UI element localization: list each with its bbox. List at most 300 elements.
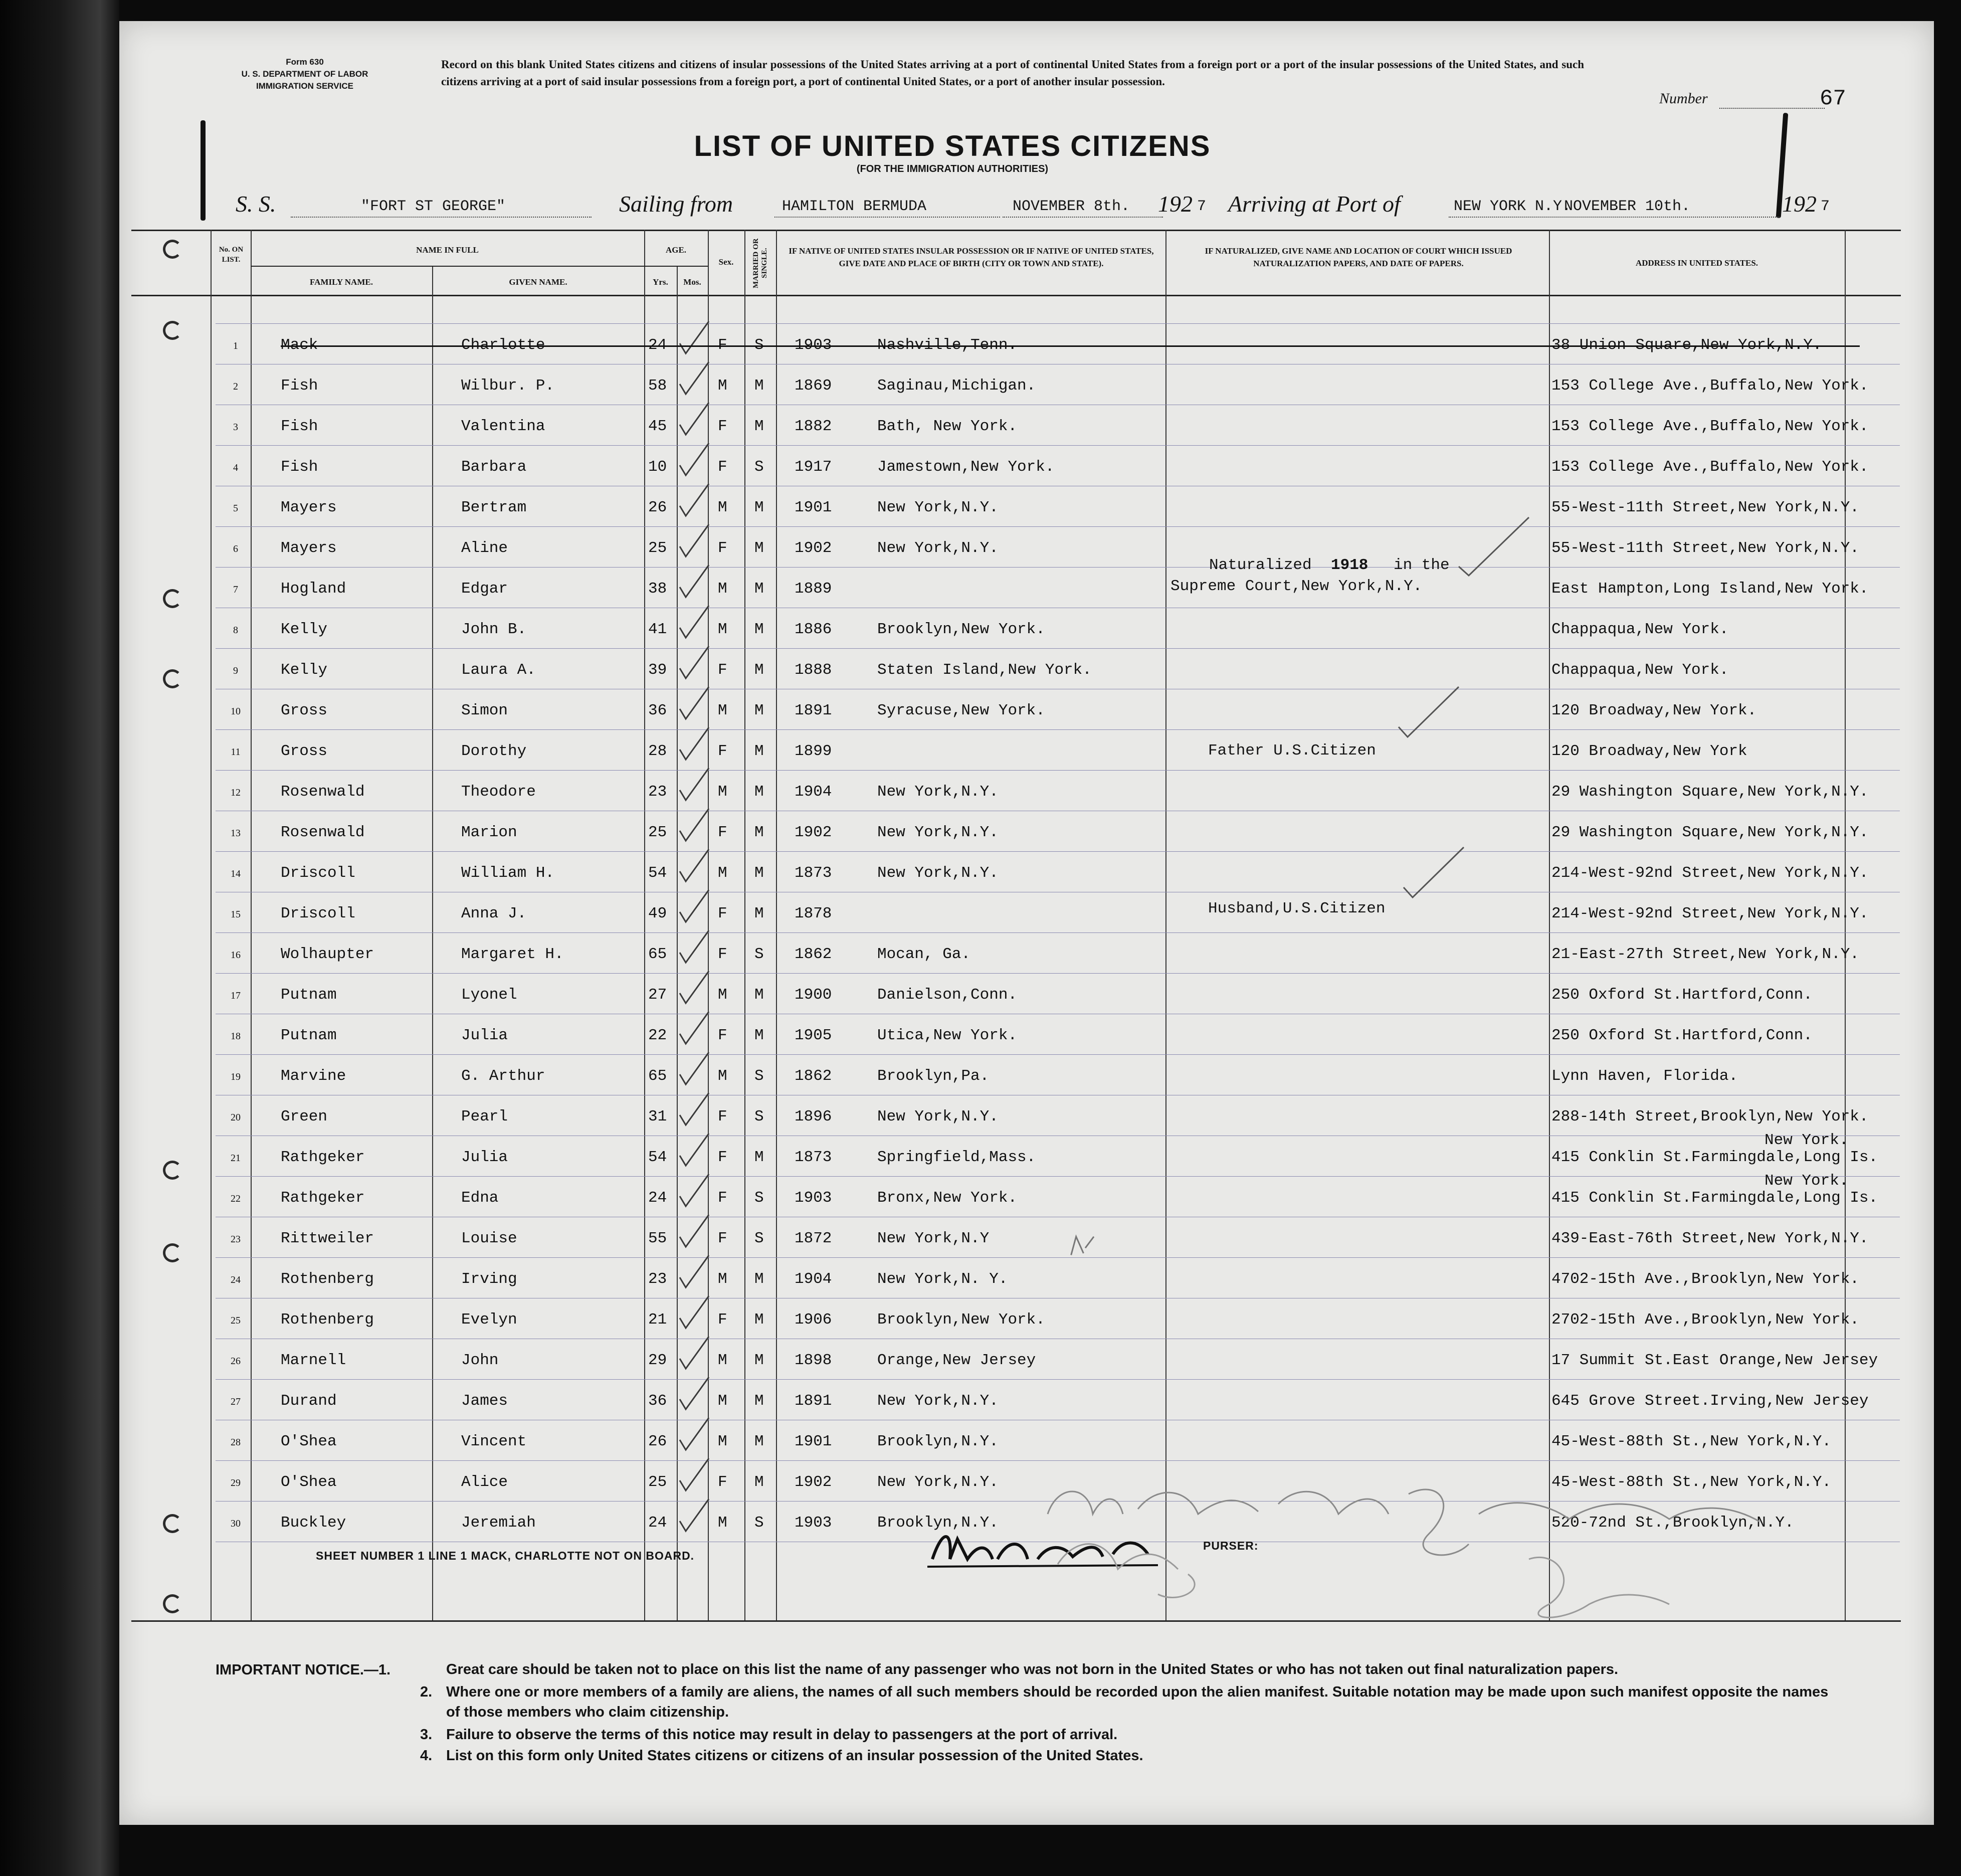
- cell-given: Julia: [461, 1149, 508, 1166]
- cell-ms: S: [754, 336, 764, 354]
- cell-place: New York,N.Y.: [877, 1392, 999, 1410]
- cell-age: 27: [648, 986, 667, 1004]
- header-yrs: Yrs.: [653, 277, 668, 287]
- cell-year: 1905: [795, 1027, 832, 1044]
- cell-given: Margaret H.: [461, 946, 564, 963]
- ruled-line: [216, 851, 1900, 852]
- cell-family: Mayers: [281, 539, 337, 557]
- pencil-check-mark: [677, 1252, 712, 1291]
- cell-sex: M: [718, 702, 727, 719]
- ruled-line: [216, 1054, 1900, 1055]
- cell-no: 22: [231, 1193, 241, 1204]
- cell-age: 54: [648, 864, 667, 882]
- col-divider-age: [644, 230, 645, 1620]
- cell-given: Edgar: [461, 580, 508, 598]
- cell-address: 55-West-11th Street,New York,N.Y.: [1551, 539, 1859, 557]
- cell-address: 153 College Ave.,Buffalo,New York.: [1551, 458, 1869, 476]
- cell-no: 14: [231, 868, 241, 879]
- cell-year: 1862: [795, 946, 832, 963]
- cell-given: John: [461, 1352, 499, 1369]
- pencil-check-mark: [677, 400, 712, 439]
- cell-year: 1869: [795, 377, 832, 395]
- cell-age: 25: [648, 539, 667, 557]
- cell-place: New York,N.Y: [877, 1230, 990, 1247]
- cell-ms: M: [754, 1027, 764, 1044]
- cell-no: 13: [231, 828, 241, 839]
- list-number: 67: [1820, 86, 1846, 111]
- cell-year: 1906: [795, 1311, 832, 1329]
- cell-age: 58: [648, 377, 667, 395]
- cell-place: New York,N.Y.: [877, 1108, 999, 1125]
- cell-address: Lynn Haven, Florida.: [1551, 1067, 1738, 1085]
- cell-sex: F: [718, 418, 727, 435]
- cell-no: 26: [231, 1356, 241, 1367]
- cell-place: Brooklyn,N.Y.: [877, 1433, 999, 1450]
- cell-ms: M: [754, 824, 764, 841]
- department-name: U. S. DEPARTMENT OF LABOR: [241, 69, 368, 79]
- cell-age: 31: [648, 1108, 667, 1125]
- ruled-line: [216, 567, 1900, 568]
- cell-ms: M: [754, 864, 764, 882]
- cell-family: Fish: [281, 377, 318, 395]
- cell-sex: M: [718, 580, 727, 598]
- cell-address: 439-East-76th Street,New York,N.Y.: [1551, 1230, 1869, 1247]
- cell-sex: F: [718, 1311, 727, 1329]
- cell-sex: M: [718, 1433, 727, 1450]
- notice-item-3: Failure to observe the terms of this notice may result in delay to passengers at the port of arrival.: [446, 1727, 1118, 1743]
- cell-place: New York,N.Y.: [877, 539, 999, 557]
- cell-given: Wilbur. P.: [461, 377, 555, 395]
- header-address: ADDRESS IN UNITED STATES.: [1635, 258, 1758, 268]
- cell-year: 1891: [795, 1392, 832, 1410]
- cell-no: 29: [231, 1477, 241, 1488]
- cell-year: 1903: [795, 336, 832, 354]
- arrival-year-digit: 7: [1821, 198, 1830, 215]
- cell-no: 25: [231, 1315, 241, 1326]
- pencil-check-mark: [677, 1374, 712, 1413]
- cell-no: 7: [233, 584, 238, 595]
- cell-ms: M: [754, 377, 764, 395]
- cell-year: 1898: [795, 1352, 832, 1369]
- cell-place: Nashville,Tenn.: [877, 336, 1018, 354]
- cell-no: 16: [231, 950, 241, 961]
- cell-given: Valentina: [461, 418, 545, 435]
- pencil-check-mark: [677, 765, 712, 804]
- cell-address: 645 Grove Street.Irving,New Jersey: [1551, 1392, 1869, 1410]
- pencil-check-mark: [677, 887, 712, 926]
- ruled-line: [216, 932, 1900, 933]
- cell-given: John B.: [461, 621, 527, 638]
- col-divider-naturalized: [1549, 230, 1550, 1620]
- cell-family: O'Shea: [281, 1433, 337, 1450]
- cell-given: James: [461, 1392, 508, 1410]
- pencil-check-mark: [677, 1496, 712, 1535]
- page-title: LIST OF UNITED STATES CITIZENS: [694, 130, 1211, 162]
- header-no: No. ON LIST.: [219, 246, 244, 264]
- cell-family: Rittweiler: [281, 1230, 374, 1247]
- cell-family: O'Shea: [281, 1473, 337, 1491]
- notice-title: IMPORTANT NOTICE.—1.: [216, 1662, 391, 1678]
- cell-sex: M: [718, 377, 727, 395]
- ruled-line: [216, 729, 1900, 730]
- number-dotted-line: [1719, 108, 1825, 109]
- cell-no: 1: [233, 340, 238, 351]
- cell-sex: F: [718, 1108, 727, 1125]
- pencil-check-mark: [677, 968, 712, 1007]
- arriving-label: Arriving at Port of: [1228, 191, 1401, 217]
- cell-family: Gross: [281, 742, 328, 760]
- cell-address: 214-West-92nd Street,New York,N.Y.: [1551, 905, 1869, 922]
- cell-given: Evelyn: [461, 1311, 517, 1329]
- cell-address: 17 Summit St.East Orange,New Jersey: [1551, 1352, 1878, 1369]
- cell-age: 65: [648, 1067, 667, 1085]
- cell-family: Driscoll: [281, 905, 355, 922]
- cell-family: Hogland: [281, 580, 346, 598]
- cell-place: Springfield,Mass.: [877, 1149, 1036, 1166]
- binder-hole: [163, 1594, 182, 1613]
- header-given-name: GIVEN NAME.: [509, 277, 567, 287]
- ruled-line: [216, 1379, 1900, 1380]
- name-group-divider: [251, 266, 644, 267]
- cell-place: New York,N.Y.: [877, 864, 999, 882]
- cell-no: 2: [233, 381, 238, 392]
- cell-sex: F: [718, 824, 727, 841]
- cell-address: 45-West-88th St.,New York,N.Y.: [1551, 1473, 1832, 1491]
- cell-family: Marnell: [281, 1352, 346, 1369]
- table-top-border: [131, 230, 1901, 231]
- sail-year-digit: 7: [1197, 198, 1207, 215]
- cell-address: 29 Washington Square,New York,N.Y.: [1551, 824, 1869, 841]
- pencil-check-mark: [677, 846, 712, 885]
- pencil-check-mark: [677, 603, 712, 642]
- cell-year: 1873: [795, 864, 832, 882]
- cell-no: 6: [233, 543, 238, 554]
- sheet-note: SHEET NUMBER 1 LINE 1 MACK, CHARLOTTE NOT ON BOARD.: [316, 1549, 695, 1562]
- cell-family: Buckley: [281, 1514, 346, 1532]
- cell-given: Irving: [461, 1270, 517, 1288]
- cell-sex: F: [718, 1027, 727, 1044]
- binder-hole: [163, 1161, 182, 1180]
- cell-sex: M: [718, 1067, 727, 1085]
- cell-given: Vincent: [461, 1433, 527, 1450]
- cell-address: 21-East-27th Street,New York,N.Y.: [1551, 946, 1859, 963]
- cell-no: 15: [231, 909, 241, 920]
- cell-no: 19: [231, 1071, 241, 1082]
- cell-place: New York,N.Y.: [877, 1473, 999, 1491]
- cell-sex: F: [718, 946, 727, 963]
- arrival-date: NOVEMBER 10th.: [1564, 198, 1691, 215]
- naturalized-year: 1918: [1331, 556, 1368, 574]
- cell-age: 65: [648, 946, 667, 963]
- cell-age: 22: [648, 1027, 667, 1044]
- cell-year: 1904: [795, 783, 832, 801]
- pencil-check-mark: [677, 562, 712, 601]
- ruled-line: [216, 1257, 1900, 1258]
- form-number: Form 630: [286, 57, 324, 67]
- cell-address: 4702-15th Ave.,Brooklyn,New York.: [1551, 1270, 1859, 1288]
- cell-family: Rathgeker: [281, 1189, 365, 1207]
- cell-given: G. Arthur: [461, 1067, 545, 1085]
- cell-sex: M: [718, 783, 727, 801]
- cell-address: 250 Oxford St.Hartford,Conn.: [1551, 986, 1813, 1004]
- cell-age: 26: [648, 499, 667, 516]
- cell-sex: F: [718, 905, 727, 922]
- cell-given: William H.: [461, 864, 555, 882]
- cell-sex: M: [718, 1392, 727, 1410]
- binder-hole: [163, 589, 182, 608]
- cell-family: Kelly: [281, 661, 328, 679]
- cell-age: 25: [648, 824, 667, 841]
- gross-citizenship-note: Father U.S.Citizen: [1208, 742, 1376, 760]
- cell-family: Fish: [281, 458, 318, 476]
- cell-year: 1917: [795, 458, 832, 476]
- col-divider-no: [211, 230, 212, 1620]
- cell-address: 29 Washington Square,New York,N.Y.: [1551, 783, 1869, 801]
- pencil-check-mark: [677, 440, 712, 479]
- cell-age: 26: [648, 1433, 667, 1450]
- cell-place: Utica,New York.: [877, 1027, 1018, 1044]
- cell-family: Putnam: [281, 986, 337, 1004]
- cell-no: 8: [233, 625, 238, 636]
- ss-label: S. S.: [236, 191, 276, 217]
- cell-sex: M: [718, 621, 727, 638]
- cell-ms: M: [754, 1311, 764, 1329]
- cell-year: 1878: [795, 905, 832, 922]
- ruled-line: [216, 1460, 1900, 1461]
- cell-family: Fish: [281, 418, 318, 435]
- arrival-port: NEW YORK N.Y.: [1454, 198, 1572, 215]
- cell-age: 29: [648, 1352, 667, 1369]
- cell-age: 55: [648, 1230, 667, 1247]
- cell-given: Theodore: [461, 783, 536, 801]
- cell-ms: S: [754, 458, 764, 476]
- cell-age: 38: [648, 580, 667, 598]
- cell-place: Brooklyn,New York.: [877, 1311, 1045, 1329]
- ruled-line: [216, 648, 1900, 649]
- ship-name: "FORT ST GEORGE": [361, 198, 506, 215]
- cell-family: Driscoll: [281, 864, 355, 882]
- cell-address: 415 Conklin St.Farmingdale,Long Is.: [1551, 1189, 1878, 1207]
- header-age: AGE.: [665, 245, 687, 255]
- cell-age: 54: [648, 1149, 667, 1166]
- cell-no: 3: [233, 422, 238, 433]
- binder-hole: [163, 669, 182, 688]
- cell-age: 45: [648, 418, 667, 435]
- cell-year: 1886: [795, 621, 832, 638]
- cell-ms: M: [754, 783, 764, 801]
- ship-dotted-line: [291, 217, 592, 218]
- cell-no: 11: [231, 746, 241, 758]
- cell-ms: M: [754, 742, 764, 760]
- cell-no: 5: [233, 503, 238, 514]
- cell-address: 288-14th Street,Brooklyn,New York.: [1551, 1108, 1869, 1125]
- cell-year: 1902: [795, 539, 832, 557]
- cell-family: Wolhaupter: [281, 946, 374, 963]
- page-subtitle: (FOR THE IMMIGRATION AUTHORITIES): [856, 163, 1049, 174]
- service-name: IMMIGRATION SERVICE: [256, 81, 353, 91]
- col-divider-given: [432, 266, 433, 1620]
- cell-place: Bronx,New York.: [877, 1189, 1018, 1207]
- cell-no: 17: [231, 990, 241, 1001]
- cell-ms: M: [754, 1149, 764, 1166]
- cell-place: New York,N. Y.: [877, 1270, 1008, 1288]
- binder-hole: [163, 1514, 182, 1533]
- cell-place: New York,N.Y.: [877, 783, 999, 801]
- form-identifier: [194, 56, 415, 92]
- cell-address-continuation: New York.: [1764, 1172, 1849, 1190]
- cell-address: 38 Union Square,New York,N.Y.: [1551, 336, 1822, 354]
- cell-sex: F: [718, 742, 727, 760]
- sailing-from-label: Sailing from: [619, 191, 733, 217]
- header-name-in-full: NAME IN FULL: [416, 245, 479, 255]
- cell-ms: M: [754, 580, 764, 598]
- cell-address: Chappaqua,New York.: [1551, 621, 1729, 638]
- cell-family: Putnam: [281, 1027, 337, 1044]
- cell-given: Barbara: [461, 458, 527, 476]
- pencil-check-mark: [677, 1212, 712, 1251]
- cell-address: 250 Oxford St.Hartford,Conn.: [1551, 1027, 1813, 1044]
- cell-year: 1872: [795, 1230, 832, 1247]
- pencil-scribble: [1066, 1231, 1100, 1265]
- cell-year: 1903: [795, 1189, 832, 1207]
- ruled-line: [216, 323, 1900, 324]
- cell-year: 1903: [795, 1514, 832, 1532]
- cell-family: Mack: [281, 336, 318, 354]
- pencil-check-driscoll: [1399, 842, 1469, 902]
- cell-age: 49: [648, 905, 667, 922]
- cell-address: 153 College Ave.,Buffalo,New York.: [1551, 377, 1869, 395]
- ruled-line: [216, 770, 1900, 771]
- cell-age: 36: [648, 1392, 667, 1410]
- cell-no: 10: [231, 706, 241, 717]
- cell-family: Rothenberg: [281, 1270, 374, 1288]
- cell-place: Saginau,Michigan.: [877, 377, 1036, 395]
- cell-ms: M: [754, 1392, 764, 1410]
- cell-sex: M: [718, 986, 727, 1004]
- notice-item-1: Great care should be taken not to place on this list the name of any passenger who was not born in the United States or who has not taken out final naturalization papers.: [446, 1661, 1619, 1677]
- cell-family: Durand: [281, 1392, 337, 1410]
- cell-address: 214-West-92nd Street,New York,N.Y.: [1551, 864, 1869, 882]
- cell-year: 1900: [795, 986, 832, 1004]
- sail-date: NOVEMBER 8th.: [1013, 198, 1130, 215]
- ruled-line: [216, 526, 1900, 527]
- cell-place: Brooklyn,New York.: [877, 621, 1045, 638]
- cell-age: 25: [648, 1473, 667, 1491]
- pencil-check-naturalized: [1454, 511, 1534, 582]
- cell-sex: M: [718, 864, 727, 882]
- cell-sex: M: [718, 499, 727, 516]
- cell-given: Laura A.: [461, 661, 536, 679]
- notice-item-4: List on this form only United States citizens or citizens of an insular possession of the United States.: [446, 1748, 1143, 1764]
- cell-no: 18: [231, 1031, 241, 1042]
- cell-ms: M: [754, 1433, 764, 1450]
- pencil-scribble-mark: [1066, 1231, 1099, 1260]
- from-dotted-line: [774, 217, 1000, 218]
- cell-given: Lyonel: [461, 986, 517, 1004]
- cell-address: 45-West-88th St.,New York,N.Y.: [1551, 1433, 1832, 1450]
- cell-no: 12: [231, 787, 241, 798]
- number-label: Number: [1659, 90, 1708, 107]
- cell-no: 9: [233, 665, 238, 676]
- cell-ms: M: [754, 621, 764, 638]
- pencil-check-mark: [677, 1455, 712, 1494]
- notice-item-2: Where one or more members of a family are aliens, the names of all such members should be recorded upon the alien manifest. Suitable notation may be made upon such manifest opposite the names of those members who claim citizenship.: [446, 1684, 1829, 1720]
- header-sex: Sex.: [718, 257, 734, 267]
- cell-place: Danielson,Conn.: [877, 986, 1018, 1004]
- notice-item-4-number: 4.: [420, 1748, 433, 1764]
- cell-sex: F: [718, 1230, 727, 1247]
- cell-place: New York,N.Y.: [877, 499, 999, 516]
- cell-age: 24: [648, 1514, 667, 1532]
- driscoll-citizenship-note: Husband,U.S.Citizen: [1208, 900, 1386, 917]
- cell-address: Chappaqua,New York.: [1551, 661, 1729, 679]
- naturalized-court: Supreme Court,New York,N.Y.: [1170, 578, 1423, 595]
- cell-ms: M: [754, 661, 764, 679]
- naturalized-note-suffix: in the: [1394, 556, 1450, 574]
- pencil-check-mark: [677, 1131, 712, 1170]
- cell-no: 30: [231, 1518, 241, 1529]
- cell-family: Kelly: [281, 621, 328, 638]
- pencil-check-mark: [677, 359, 712, 398]
- cell-ms: M: [754, 539, 764, 557]
- cell-year: 1873: [795, 1149, 832, 1166]
- cell-place: Brooklyn,N.Y.: [877, 1514, 999, 1532]
- cell-given: Anna J.: [461, 905, 527, 922]
- cell-sex: F: [718, 1189, 727, 1207]
- cell-family: Rothenberg: [281, 1311, 374, 1329]
- cell-family: Green: [281, 1108, 328, 1125]
- record-note: Record on this blank United States citizens and citizens of insular possessions of the United States arriving at a port of continental United States from a foreign port or a port of the insular possessions of the United States, and such citizens arriving at a port of said insular possessions from a foreign port, a port of continental United States, or a port of another insular possession.: [441, 58, 1584, 88]
- cell-sex: F: [718, 458, 727, 476]
- cell-address: 55-West-11th Street,New York,N.Y.: [1551, 499, 1859, 516]
- cell-ms: M: [754, 702, 764, 719]
- col-divider-sex: [744, 230, 745, 1620]
- cell-given: Marion: [461, 824, 517, 841]
- cell-age: 39: [648, 661, 667, 679]
- from-port: HAMILTON BERMUDA: [782, 198, 927, 215]
- cell-given: Dorothy: [461, 742, 527, 760]
- arrival-year-prefix: 192: [1782, 191, 1817, 217]
- binder-hole: [163, 240, 182, 259]
- cell-sex: F: [718, 539, 727, 557]
- cell-no: 24: [231, 1274, 241, 1285]
- col-divider-family: [251, 230, 252, 1620]
- ruled-line: [216, 973, 1900, 974]
- cell-place: New York,N.Y.: [877, 824, 999, 841]
- col-divider-married: [776, 230, 777, 1620]
- pencil-mark-left: [201, 120, 206, 221]
- cell-sex: F: [718, 661, 727, 679]
- cell-address: East Hampton,Long Island,New York.: [1551, 580, 1869, 598]
- header-birth: IF NATIVE OF UNITED STATES INSULAR POSSESSION OR IF NATIVE OF UNITED STATES, GIVE DATE AND PLACE OF BIRTH (CITY OR TOWN AND STATE).: [789, 246, 1154, 268]
- cell-place: Jamestown,New York.: [877, 458, 1055, 476]
- inspector-signatures: [1028, 1474, 1805, 1624]
- cell-place: Staten Island,New York.: [877, 661, 1092, 679]
- pencil-check-mark: [677, 1334, 712, 1373]
- cell-ms: M: [754, 1270, 764, 1288]
- cell-no: 20: [231, 1112, 241, 1123]
- cell-given: Pearl: [461, 1108, 508, 1125]
- header-mos: Mos.: [683, 277, 701, 287]
- cell-age: 23: [648, 1270, 667, 1288]
- cell-year: 1902: [795, 824, 832, 841]
- pencil-check-mark: [677, 521, 712, 560]
- header-naturalized: IF NATURALIZED, GIVE NAME AND LOCATION OF COURT WHICH ISSUED NATURALIZATION PAPERS, AND DATE OF PAPERS.: [1205, 246, 1512, 268]
- pencil-check-mark: [677, 724, 712, 764]
- cell-given: Louise: [461, 1230, 517, 1247]
- cell-ms: M: [754, 986, 764, 1004]
- cell-no: 28: [231, 1437, 241, 1448]
